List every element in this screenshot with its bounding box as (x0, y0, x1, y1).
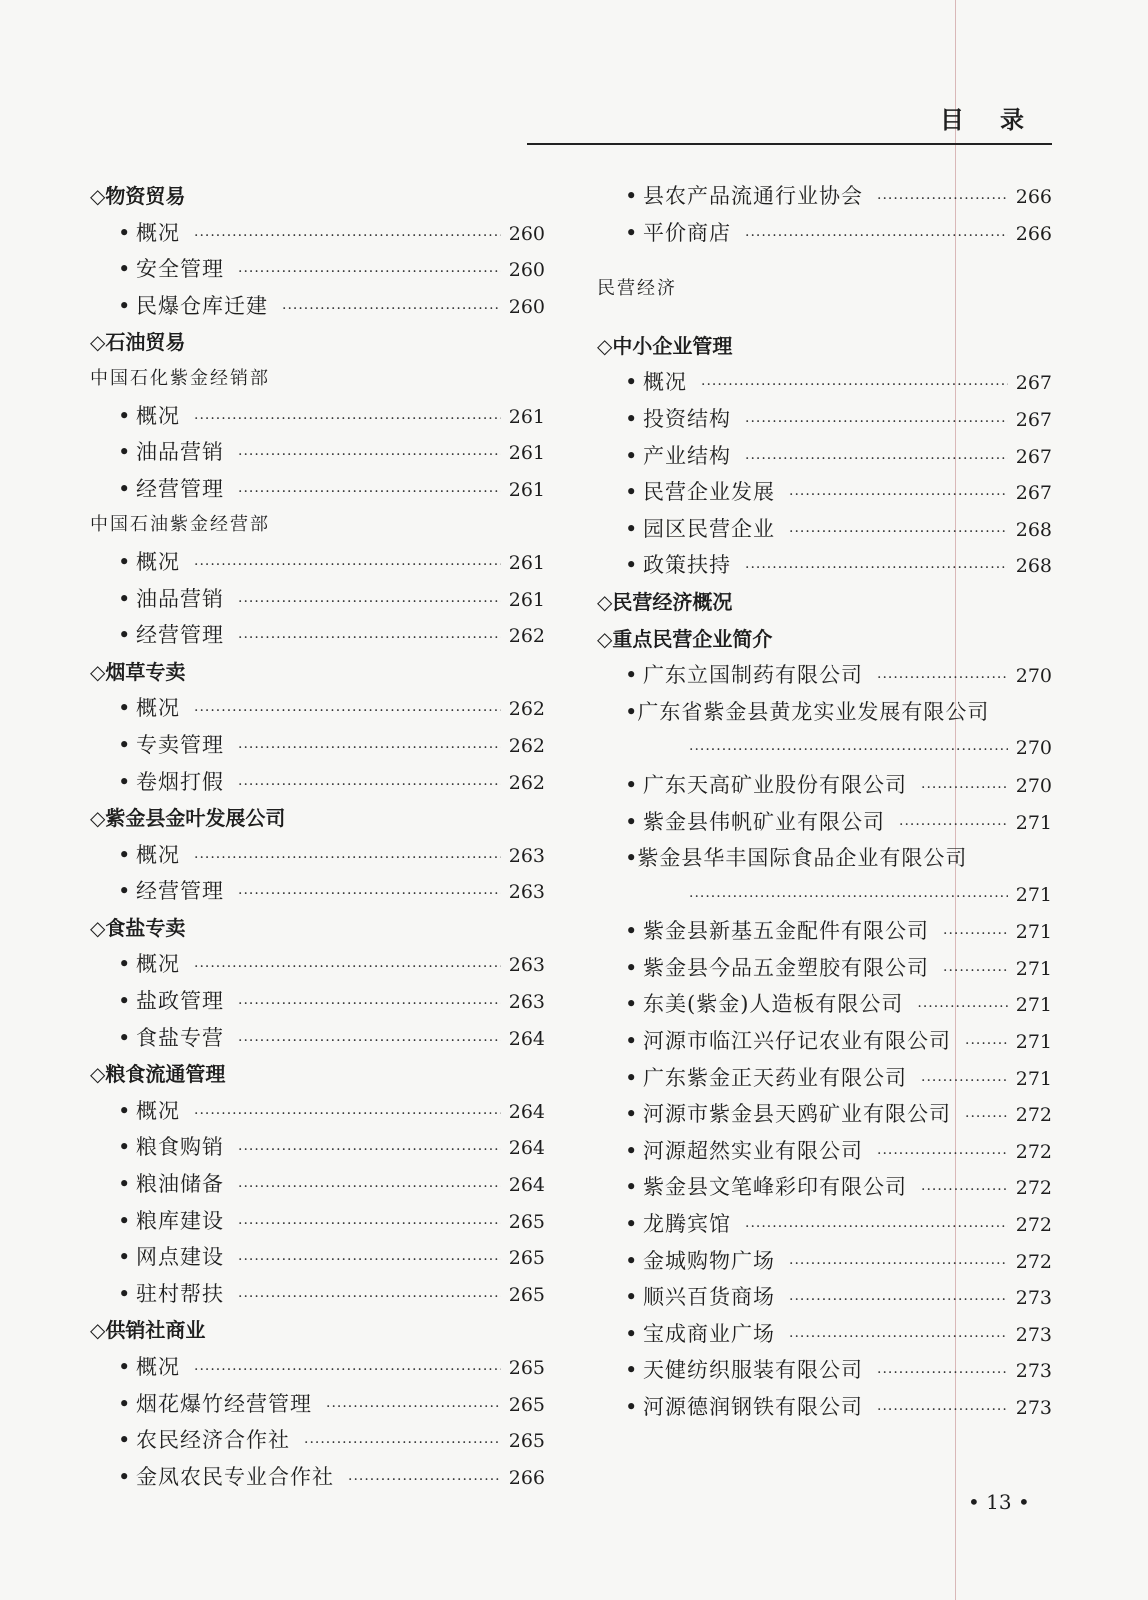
toc-entry-label: 民爆仓库迁建 (136, 293, 268, 318)
toc-entry-label: 概况 (136, 549, 180, 574)
toc-entry-label: 卷烟打假 (136, 769, 224, 794)
dot-leader (348, 1462, 501, 1499)
toc-entry-label: 粮库建设 (136, 1208, 224, 1233)
toc-page-number: 267 (1015, 372, 1052, 395)
toc-left-column (90, 178, 545, 1495)
bullet-icon: • (625, 809, 638, 834)
dot-leader (917, 989, 1007, 1026)
toc-section-heading: ◇紫金县金叶发展公司 (90, 806, 286, 831)
dot-leader (943, 953, 1008, 990)
toc-section-heading: ◇供销社商业 (90, 1318, 206, 1343)
toc-section-heading: ◇石油贸易 (90, 330, 186, 355)
bullet-icon: • (118, 1025, 131, 1050)
toc-entry-label: 概况 (136, 1098, 180, 1123)
toc-page-number: 271 (1015, 1031, 1052, 1054)
toc-entry (90, 1166, 545, 1203)
toc-page-number: 271 (1015, 1067, 1052, 1090)
toc-page-number: 264 (508, 1174, 545, 1197)
bullet-icon: • (118, 1464, 131, 1489)
toc-entry-label: 天健纺织服装有限公司 (643, 1358, 863, 1383)
toc-entry (90, 1349, 545, 1386)
toc-page-number: 272 (1015, 1104, 1052, 1127)
bullet-icon: • (118, 989, 131, 1014)
toc-page-number: 271 (1015, 811, 1052, 834)
toc-entry (90, 764, 545, 801)
toc-entry-label: 县农产品流通行业协会 (643, 184, 863, 208)
dot-leader (238, 730, 501, 767)
toc-page-number: 271 (1015, 883, 1052, 906)
toc-entry (597, 178, 1052, 215)
toc-entry (90, 617, 545, 654)
dot-leader (238, 1279, 501, 1316)
bullet-icon: • (118, 1355, 131, 1379)
dot-leader (194, 218, 501, 255)
page-header-title: 目录 (940, 106, 1060, 134)
toc-entry-continuation (597, 877, 1052, 914)
toc-section-heading: ◇物资贸易 (90, 184, 186, 208)
bullet-icon: • (118, 1391, 131, 1416)
toc-entry-label: 经营管理 (136, 476, 224, 501)
toc-entry (597, 1352, 1052, 1389)
dot-leader (899, 807, 1008, 844)
bullet-icon: • (625, 1102, 638, 1127)
toc-page-number: 260 (508, 222, 545, 245)
toc-entry-label: 民营企业发展 (643, 480, 775, 505)
toc-page-number: 262 (508, 698, 545, 721)
toc-section-heading: ◇中小企业管理 (597, 333, 733, 358)
toc-entry (90, 434, 545, 471)
toc-page-number: 265 (508, 1210, 545, 1233)
toc-page-number: 262 (508, 625, 545, 648)
toc-entry-label: 紫金县华丰国际食品企业有限公司 (637, 846, 968, 871)
dot-leader (238, 584, 501, 621)
dot-leader (965, 1099, 1008, 1136)
toc-page-number: 263 (508, 881, 545, 904)
toc-page-number: 264 (508, 1027, 545, 1050)
header-rule (527, 143, 1052, 145)
toc-entry-label: 烟花爆竹经营管理 (136, 1391, 312, 1416)
dot-leader (877, 1355, 1008, 1392)
bullet-icon: • (625, 846, 638, 871)
toc-entry-label: 粮油储备 (136, 1172, 224, 1197)
toc-entry (90, 690, 545, 727)
toc-page-number: 272 (1015, 1214, 1052, 1237)
toc-section-heading: ◇民营经济概况 (597, 589, 733, 614)
toc-page-number: 263 (508, 991, 545, 1014)
toc-right-column (597, 178, 1052, 1426)
toc-entry-label: 广东紫金正天药业有限公司 (643, 1065, 907, 1090)
bullet-icon: • (625, 1321, 638, 1346)
dot-leader (689, 879, 1008, 916)
toc-entry (90, 1203, 545, 1240)
dot-leader (194, 401, 501, 438)
toc-entry-label: 经营管理 (136, 623, 224, 648)
toc-page-number: 266 (1015, 186, 1052, 208)
toc-entry-label: 油品营销 (136, 586, 224, 611)
bullet-icon: • (118, 440, 131, 465)
toc-entry-label: 油品营销 (136, 440, 224, 465)
toc-page-number: 262 (508, 771, 545, 794)
toc-subheading: 中国石化紫金经销部 (90, 367, 270, 389)
toc-spacer (597, 251, 1052, 271)
toc-entry (597, 986, 1052, 1023)
toc-entry-label: 产业结构 (643, 443, 731, 468)
bullet-icon: • (118, 842, 131, 867)
bullet-icon: • (625, 406, 638, 431)
toc-entry (90, 946, 545, 983)
toc-entry-label: 广东省紫金县黄龙实业发展有限公司 (637, 699, 990, 724)
bullet-icon: • (118, 293, 131, 318)
toc-entry-label: 河源市紫金县天鸥矿业有限公司 (643, 1102, 951, 1127)
bullet-icon: • (118, 549, 131, 574)
toc-entry-label: 顺兴百货商场 (643, 1285, 775, 1310)
toc-page-number: 265 (508, 1247, 545, 1270)
toc-page-number: 261 (508, 478, 545, 501)
bullet-icon: • (625, 919, 638, 944)
dot-leader (238, 1206, 501, 1243)
toc-page-number: 267 (1015, 482, 1052, 505)
bullet-icon: • (625, 992, 638, 1017)
bullet-icon: • (625, 1029, 638, 1054)
toc-entry-label: 金凤农民专业合作社 (136, 1464, 334, 1489)
toc-entry (90, 1459, 545, 1496)
bullet-icon: • (625, 1395, 638, 1419)
toc-entry-label: 概况 (136, 842, 180, 867)
dot-leader (238, 767, 501, 804)
dot-leader (282, 291, 501, 328)
toc-page-number: 271 (1015, 994, 1052, 1017)
dot-leader (304, 1425, 501, 1462)
toc-page-number: 264 (508, 1100, 545, 1123)
toc-page-number: 268 (1015, 555, 1052, 578)
dot-leader (238, 1132, 501, 1169)
toc-entry-label: 网点建设 (136, 1245, 224, 1270)
toc-entry-label: 广东立国制药有限公司 (643, 663, 863, 688)
dot-leader (877, 1392, 1008, 1429)
dot-leader (194, 1352, 501, 1389)
toc-entry (597, 657, 1052, 694)
toc-entry-continuation (597, 730, 1052, 767)
bullet-icon: • (118, 476, 131, 501)
toc-page-number: 273 (1015, 1397, 1052, 1419)
toc-entry-label: 概况 (643, 370, 687, 395)
toc-entry-label: 政策扶持 (643, 553, 731, 578)
dot-leader (194, 949, 501, 986)
toc-entry (90, 873, 545, 910)
dot-leader (789, 514, 1008, 551)
toc-entry (90, 1276, 545, 1313)
toc-entry-label: 河源市临江兴仔记农业有限公司 (643, 1029, 951, 1054)
bullet-icon: • (118, 1135, 131, 1160)
bullet-icon: • (625, 699, 638, 724)
toc-page-number: 272 (1015, 1177, 1052, 1200)
toc-entry-label: 盐政管理 (136, 989, 224, 1014)
toc-section-heading: ◇食盐专卖 (90, 915, 186, 940)
bullet-icon: • (625, 443, 638, 468)
toc-entry (597, 547, 1052, 584)
toc-page-number: 273 (1015, 1287, 1052, 1310)
toc-entry-label: 概况 (136, 220, 180, 245)
toc-entry (90, 1129, 545, 1166)
toc-page-number: 272 (1015, 1250, 1052, 1273)
toc-entry-label: 河源德润钢铁有限公司 (643, 1395, 863, 1419)
dot-leader (194, 1096, 501, 1133)
toc-page-number: 261 (508, 442, 545, 465)
toc-page-number: 263 (508, 954, 545, 977)
dot-leader (238, 474, 501, 511)
bullet-icon: • (118, 1428, 131, 1453)
toc-entry-label: 概况 (136, 696, 180, 721)
toc-entry-wrapped (597, 840, 1052, 877)
bullet-icon: • (625, 1212, 638, 1237)
dot-leader (238, 620, 501, 657)
toc-entry-label: 紫金县伟帆矿业有限公司 (643, 809, 885, 834)
bullet-icon: • (118, 586, 131, 611)
toc-entry-label: 投资结构 (643, 406, 731, 431)
toc-entry (597, 1169, 1052, 1206)
bullet-icon: • (118, 257, 131, 282)
toc-entry-label: 河源超然实业有限公司 (643, 1138, 863, 1163)
toc-page-number: 265 (508, 1357, 545, 1379)
toc-entry-label: 平价商店 (643, 220, 731, 245)
toc-entry-label: 广东天高矿业股份有限公司 (643, 772, 907, 797)
dot-leader (238, 876, 501, 913)
toc-page-number: 273 (1015, 1323, 1052, 1346)
dot-leader (238, 254, 501, 291)
toc-entry-label: 龙腾宾馆 (643, 1212, 731, 1237)
bullet-icon: • (118, 769, 131, 794)
dot-leader (789, 1282, 1008, 1319)
toc-entry-label: 园区民营企业 (643, 516, 775, 541)
toc-spacer (597, 308, 1052, 328)
dot-leader (238, 437, 501, 474)
toc-entry (597, 1243, 1052, 1280)
toc-entry (90, 727, 545, 764)
toc-entry (90, 837, 545, 874)
toc-entry-label: 概况 (136, 952, 180, 977)
toc-entry-label: 粮食购销 (136, 1135, 224, 1160)
toc-page-number: 265 (508, 1430, 545, 1453)
bullet-icon: • (118, 403, 131, 428)
dot-leader (745, 218, 1008, 255)
toc-entry (90, 251, 545, 288)
toc-page-number: 261 (508, 588, 545, 611)
dot-leader (789, 1319, 1008, 1356)
bullet-icon: • (118, 1245, 131, 1270)
bullet-icon: • (118, 696, 131, 721)
dot-leader (921, 1063, 1008, 1100)
dot-leader (789, 1246, 1008, 1283)
toc-entry (597, 364, 1052, 401)
toc-page-number: 265 (508, 1393, 545, 1416)
toc-page-number: 271 (1015, 921, 1052, 944)
toc-entry-label: 紫金县文笔峰彩印有限公司 (643, 1175, 907, 1200)
bullet-icon: • (118, 1098, 131, 1123)
bullet-icon: • (625, 1358, 638, 1383)
dot-leader (238, 1169, 501, 1206)
bullet-icon: • (625, 553, 638, 578)
toc-entry (597, 1023, 1052, 1060)
toc-entry (90, 1386, 545, 1423)
dot-leader (238, 1023, 501, 1060)
toc-entry-label: 宝成商业广场 (643, 1321, 775, 1346)
dot-leader (745, 550, 1008, 587)
dot-leader (877, 181, 1008, 218)
bullet-icon: • (118, 623, 131, 648)
bullet-icon: • (625, 1285, 638, 1310)
dot-leader (965, 1026, 1008, 1063)
bullet-icon: • (625, 955, 638, 980)
toc-section-heading: ◇重点民营企业简介 (597, 626, 773, 651)
toc-entry-label: 概况 (136, 1355, 180, 1379)
toc-entry-label: 紫金县新基五金配件有限公司 (643, 919, 929, 944)
toc-entry (90, 1239, 545, 1276)
toc-subheading: 中国石油紫金经营部 (90, 514, 270, 536)
toc-entry (90, 544, 545, 581)
toc-page-number: 272 (1015, 1140, 1052, 1163)
bullet-icon: • (625, 1248, 638, 1273)
toc-entry (597, 1279, 1052, 1316)
toc-entry-label: 经营管理 (136, 879, 224, 904)
toc-section-heading: ◇烟草专卖 (90, 659, 186, 684)
toc-page-number: 262 (508, 734, 545, 757)
toc-entry-label: 紫金县今品五金塑胶有限公司 (643, 955, 929, 980)
toc-section-heading: ◇粮食流通管理 (90, 1062, 226, 1087)
toc-entry (90, 983, 545, 1020)
toc-entry (90, 288, 545, 325)
dot-leader (943, 916, 1008, 953)
toc-entry (597, 1133, 1052, 1170)
toc-entry (90, 215, 545, 252)
toc-entry (597, 913, 1052, 950)
toc-page-number: 268 (1015, 518, 1052, 541)
dot-leader (238, 1242, 501, 1279)
dot-leader (877, 1136, 1008, 1173)
toc-subheading: 民营经济 (597, 278, 677, 300)
bullet-icon: • (625, 772, 638, 797)
toc-entry (90, 581, 545, 618)
toc-entry-label: 概况 (136, 403, 180, 428)
toc-entry (90, 398, 545, 435)
toc-entry (597, 438, 1052, 475)
bullet-icon: • (625, 663, 638, 688)
toc-page-number: 267 (1015, 445, 1052, 468)
toc-entry-label: 驻村帮扶 (136, 1281, 224, 1306)
dot-leader (689, 732, 1008, 769)
toc-entry (597, 511, 1052, 548)
toc-entry (597, 1060, 1052, 1097)
toc-entry (597, 804, 1052, 841)
toc-entry (597, 215, 1052, 252)
dot-leader (194, 693, 501, 730)
bullet-icon: • (625, 1065, 638, 1090)
toc-page-number: 266 (1015, 222, 1052, 245)
bullet-icon: • (625, 220, 638, 245)
toc-entry (90, 1020, 545, 1057)
toc-page-number: 270 (1015, 665, 1052, 688)
toc-page-number: 273 (1015, 1360, 1052, 1383)
toc-page-number: 261 (508, 405, 545, 428)
toc-entry-label: 金城购物广场 (643, 1248, 775, 1273)
toc-entry-label: 食盐专营 (136, 1025, 224, 1050)
bullet-icon: • (118, 1208, 131, 1233)
bullet-icon: • (118, 220, 131, 245)
toc-page-number: 267 (1015, 408, 1052, 431)
toc-page-number: 271 (1015, 957, 1052, 980)
toc-page-number: 270 (1015, 774, 1052, 797)
dot-leader (194, 840, 501, 877)
toc-entry (597, 1389, 1052, 1426)
toc-entry (90, 1422, 545, 1459)
bullet-icon: • (118, 952, 131, 977)
dot-leader (921, 1172, 1008, 1209)
toc-page-number: 264 (508, 1137, 545, 1160)
toc-entry (90, 1093, 545, 1130)
dot-leader (789, 477, 1008, 514)
toc-entry-label: 专卖管理 (136, 732, 224, 757)
dot-leader (194, 547, 501, 584)
toc-page-number: 260 (508, 295, 545, 318)
toc-entry (597, 401, 1052, 438)
dot-leader (326, 1389, 501, 1426)
dot-leader (701, 367, 1008, 404)
toc-page-number: 265 (508, 1283, 545, 1306)
toc-entry (597, 950, 1052, 987)
toc-page-number: 263 (508, 844, 545, 867)
dot-leader (745, 1209, 1008, 1246)
dot-leader (238, 986, 501, 1023)
toc-entry (597, 1316, 1052, 1353)
bullet-icon: • (625, 480, 638, 505)
toc-entry-label: 东美(紫金)人造板有限公司 (643, 992, 904, 1017)
toc-entry-label: 农民经济合作社 (136, 1428, 290, 1453)
dot-leader (745, 441, 1008, 478)
bullet-icon: • (625, 184, 638, 208)
toc-entry-wrapped (597, 694, 1052, 731)
bullet-icon: • (118, 732, 131, 757)
bullet-icon: • (625, 1175, 638, 1200)
dot-leader (877, 660, 1008, 697)
toc-page-number: 270 (1015, 737, 1052, 760)
toc-entry (90, 471, 545, 508)
bullet-icon: • (625, 370, 638, 395)
bullet-icon: • (625, 1138, 638, 1163)
dot-leader (921, 770, 1008, 807)
bullet-icon: • (625, 516, 638, 541)
page-number: • 13 • (968, 1490, 1030, 1514)
toc-entry (597, 1096, 1052, 1133)
toc-page-number: 261 (508, 551, 545, 574)
toc-entry (597, 767, 1052, 804)
bullet-icon: • (118, 1281, 131, 1306)
bullet-icon: • (118, 1172, 131, 1197)
toc-page-number: 260 (508, 259, 545, 282)
toc-page-number: 266 (508, 1466, 545, 1489)
dot-leader (745, 404, 1008, 441)
toc-entry (597, 1206, 1052, 1243)
toc-entry-label: 安全管理 (136, 257, 224, 282)
toc-entry (597, 474, 1052, 511)
bullet-icon: • (118, 879, 131, 904)
